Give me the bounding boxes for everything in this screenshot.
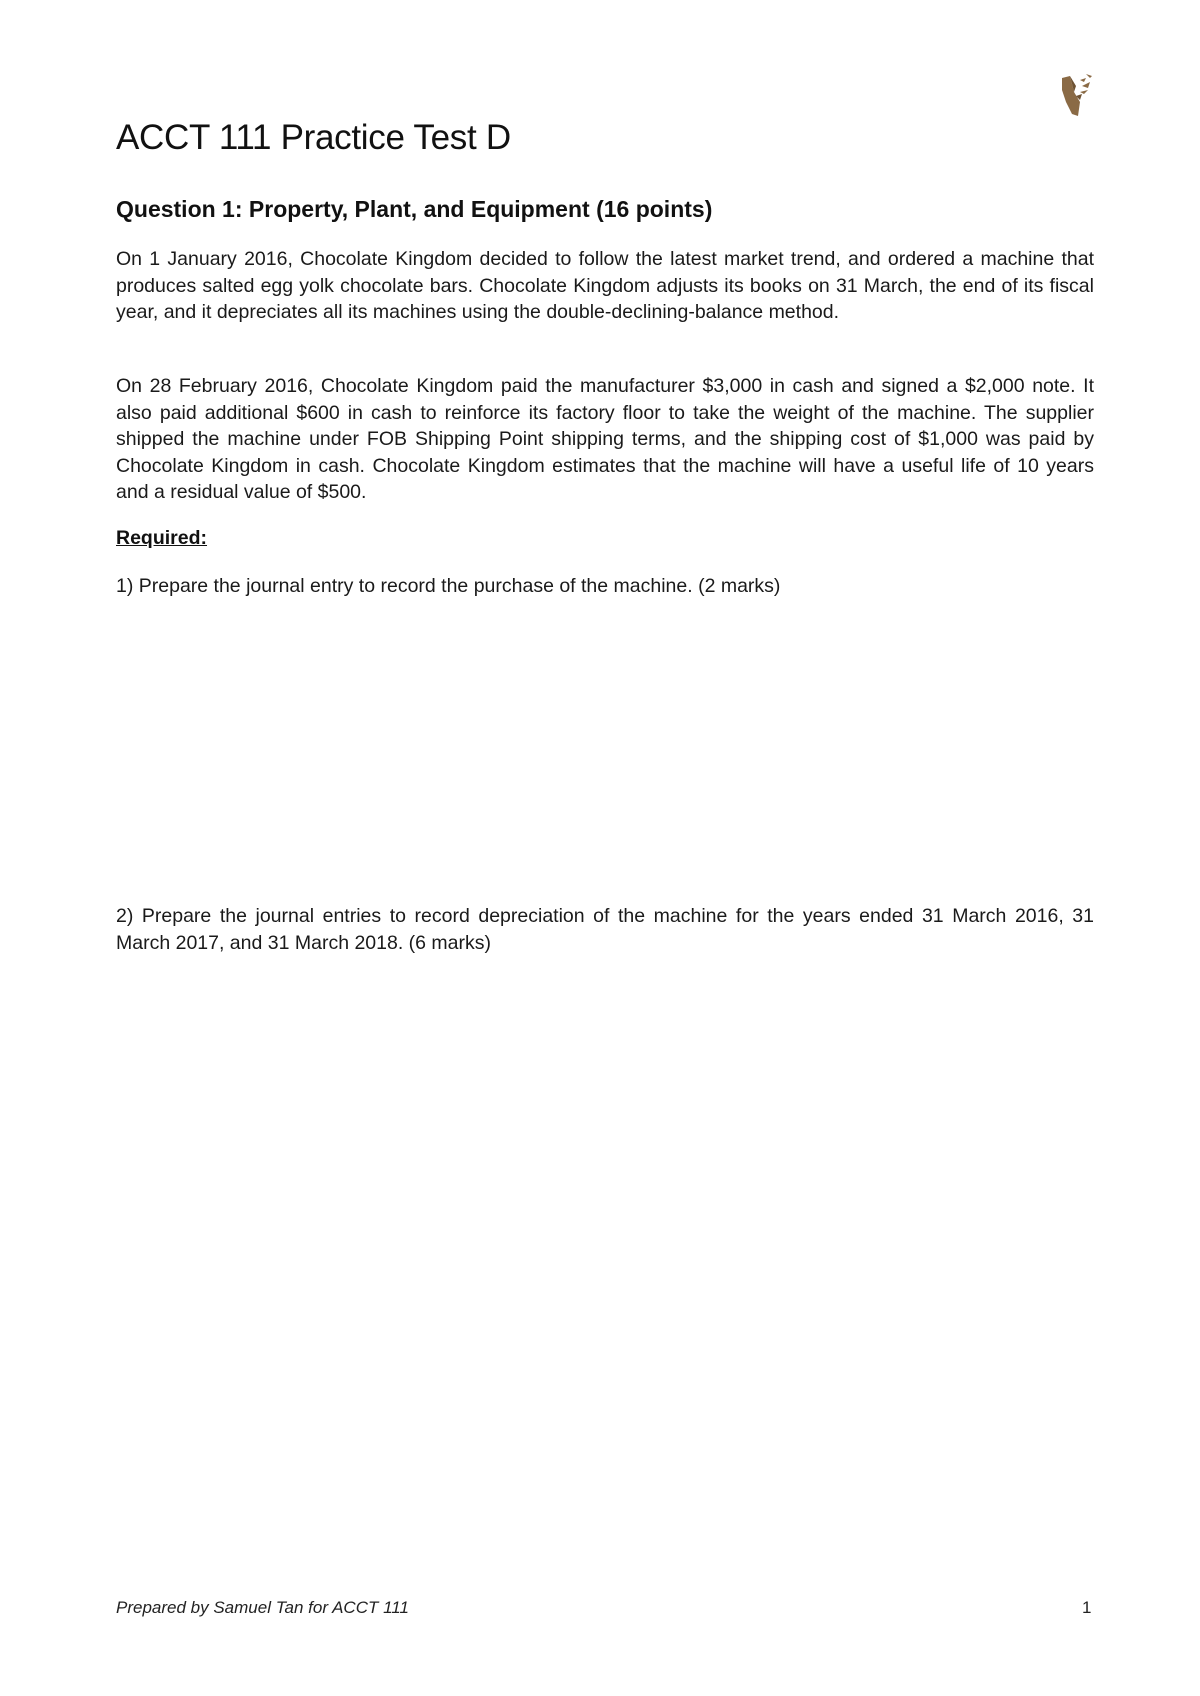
document-title: ACCT 111 Practice Test D <box>116 118 511 157</box>
sub-question-1: 1) Prepare the journal entry to record the purchase of the machine. (2 marks) <box>116 575 781 597</box>
question-heading: Question 1: Property, Plant, and Equipment (16 points) <box>116 196 713 222</box>
required-label: Required: <box>116 527 208 549</box>
question-paragraph-1: On 1 January 2016, Chocolate Kingdom decided to follow the latest market trend, and ordered a machine that produces salted egg yolk chocolate bars. Chocolate Kingdom adjusts its books on 31 March, the end of its fiscal year, and it depreciates all its machines using the double-declining-balance method. <box>116 248 1094 323</box>
footer-page-number: 1 <box>1082 1598 1092 1617</box>
footer-prepared-by: Prepared by Samuel Tan for ACCT 111 <box>116 1598 409 1617</box>
question-paragraph-2: On 28 February 2016, Chocolate Kingdom paid the manufacturer $3,000 in cash and signed a $2,000 note. It also paid additional $600 in cash to reinforce its factory floor to take the weight of the machine. The supplier shipped the machine under FOB Shipping Point shipping terms, and the shipping cost of $1,000 was paid by Chocolate Kingdom in cash. Chocolate Kingdom estimates that the machine will have a useful life of 10 years and a residual value of $500. <box>116 375 1094 503</box>
sub-question-2: 2) Prepare the journal entries to record depreciation of the machine for the years ended 31 March 2016, 31 March 2017, and 31 March 2018. (6 marks) <box>116 905 1094 954</box>
university-logo-icon <box>1056 72 1096 118</box>
